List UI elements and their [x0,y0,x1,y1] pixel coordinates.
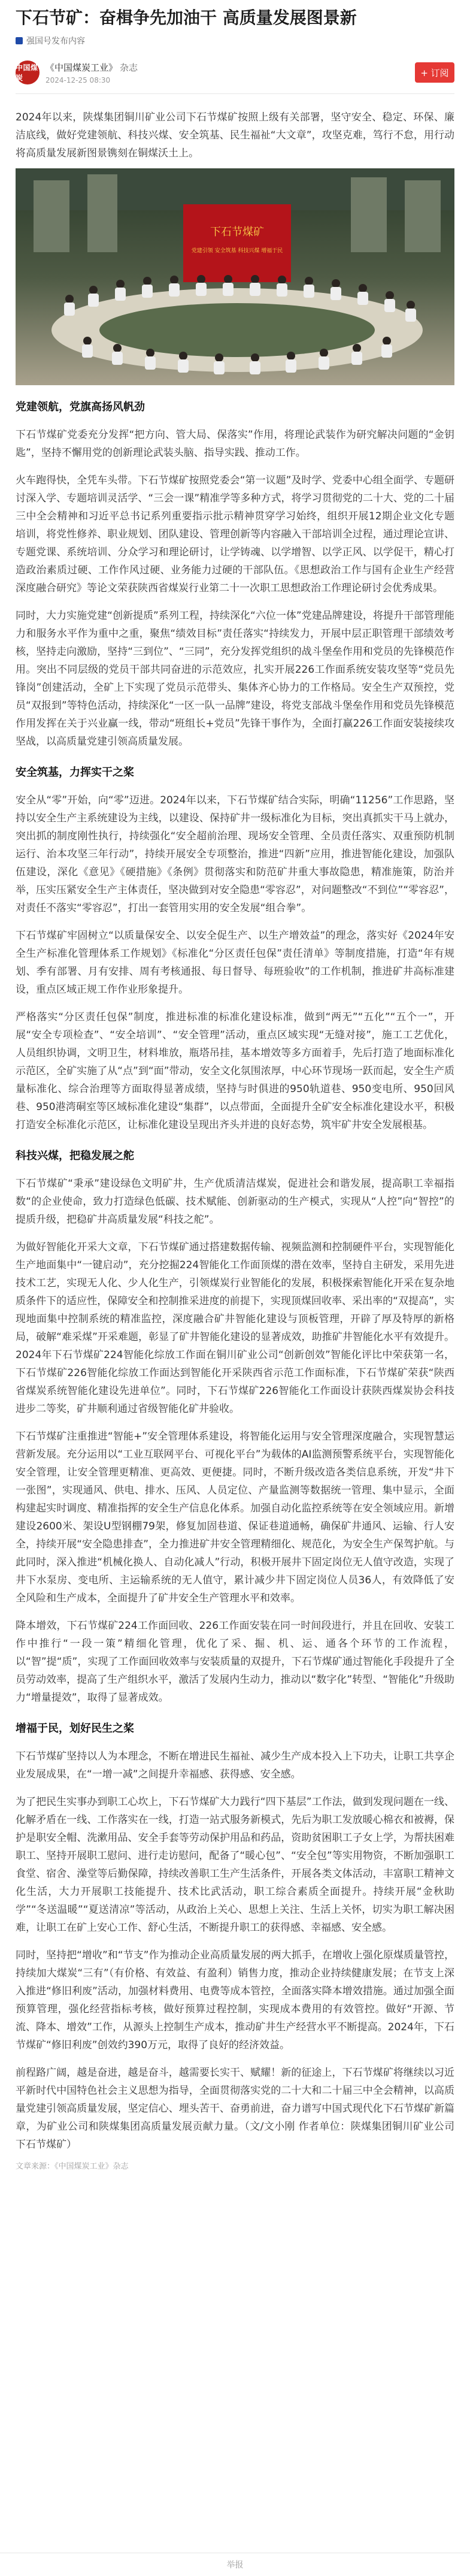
meeting-photo [16,168,454,385]
section-heading: 增福于民，划好民生之桨 [16,1722,134,1735]
paragraph: 同时，大力实施党建“创新提质”系列工程，持续深化“六位一体”党建品牌建设，将提升干部管理能力和服务水平作为重中之重，聚焦“绩效目标”责任落实“持续发力，开展中层正职管理干部绩效考核，坚持走向激励，坚持“三到位”、“三同”，充分发挥党组织的战斗堡垒作用和党员的先锋模范作用。突出不同层级的党员干部共同奋进的示范效应，扎实开展226工作面系统安装攻坚等“党员先锋岗”创建活动，全矿上下实现了党员示范带头、集体齐心协力的工作格局。安全生产双预控，党员“双报到”等特色活动，持续深化“一区一队一品牌”建设，将党支部战斗堡垒作用和党员先锋模范作用发挥在关于兴业赢一线，带动“班组长+党员”先锋干事作为，全面打赢226工作面安装接续攻坚战，以高质量党建引领高质量发展。 [16,610,454,748]
paragraph: 火车跑得快，全凭车头带。下石节煤矿按照党委会“第一议题”及时学、党委中心组全面学、专题研讨深入学、专题培训灵活学、“三会一课”精准学等多种方式，将学习贯彻党的二十大、党的二十届三中全会精神和习近平总书记系列重要指示批示精神贯穿学习始终，组织开展12期企业文化专题培训，将党性修养、职业规划、团队建设、管理创新等内容融入干部培训全过程，通过理论宣讲、专题党课、系统培训、分众学习和理论研讨，让学铸魂、以学增智、以学正风、以学促干，精心打造政治素质过硬、工作作风过硬、业务能力过硬的干部队伍。《思想政治工作与国有企业生产经营深度融合研究》等论文荣获陕西省煤炭行业第二十一次职工思想政治工作理论研讨会优秀成果。 [16,474,454,594]
paragraph: 为了把民生实事办到职工心坎上，下石节煤矿大力践行“四下基层”工作法，做到发现问题在一线、化解矛盾在一线、工作落实在一线，打造一站式服务新模式，先后为职工发放暖心棉衣和被褥，保护是职安全帽、洗漱用品、安全手套等劳动保护用品和药品，资助贫困职工子女上学，为帮扶困难职工、坚持开展职工慰问、进行走访慰问，配备了“暖心包”、“安全包”等实用物资，不断加强职工食堂、宿舍、澡堂等后勤保障，持续改善职工生产生活条件，开展各类文体活动，丰富职工精神文化生活，大力开展职工技能提升、技术比武活动，职工综合素质全面提升。持续开展“金秋助学”“冬送温暖”“夏送清凉”等活动，从政治上关心、思想上关注、生活上关怀，切实为职工解决困难，让职工在矿上安心工作、舒心生活，不断提升职工的获得感、幸福感、安全感。 [16,1796,454,1934]
paragraph: 安全从“零”开始，向“零”迈进。2024年以来，下石节煤矿结合实际，明确“11256”工作思路，坚持以安全生产主系统建设为主线，以建设、保持矿井一级标准化为目标，突出真抓实干马上就办，突出抓的制度刚性执行，持续强化“安全超前治理、现场安全管理、全员责任落实、双重预防机制运行、治本攻坚三年行动”，持续开展安全专项整治，推进“四新”应用，推进智能化建设，加强队伍建设，深化《意见》《硬措施》《条例》贯彻落实和防范矿井重大事故隐患，精准施策，防治并举，压实压紧安全生产主体责任，坚决做到对安全隐患“零容忍”，对问题整改“不到位”“零容忍”，对责任不落实“零容忍”，打出一套管用实用的安全发展“组合拳”。 [16,794,454,914]
divider [16,93,454,94]
report-bar[interactable] [0,2553,470,2576]
original-label: 强国号发布内容 [26,37,85,46]
author-bar [16,53,454,92]
paragraph: 下石节煤矿“秉承”建设绿色文明矿井，生产优质清洁煤炭，促进社会和谐发展，提高职工幸福指数“的企业使命，致力打造绿色低碳、技术赋能、创新驱动的生产模式，实现从“人控”向“智控”的提质升级，把稳矿井高质量发展“科技之舵”。 [16,1178,454,1226]
photo-banner-title: 下石节煤矿 [210,226,264,238]
paragraph: 下石节煤矿坚持以人为本理念，不断在增进民生福祉、减少生产成本投入上下功夫，让职工共享企业发展成果，在“一增一减”之间提升幸福感、获得感、安全感。 [16,1750,454,1780]
paragraph: 下石节煤矿注重推进“智能+”安全管理体系建设，将智能化运用与安全管理深度融合，实现智慧运营新发展。充分运用以“工业互联网平台、可视化平台”为载体的AI监测预警系统平台，实现智能化安全管理，让安全管理更精准、更高效、更便捷。同时，不断升级改造各类信息系统，开发“井下一张图”，实现通风、供电、排水、压风、人员定位、产量监测等数据统一管理、集中显示，全面构建起实时调度、精准指挥的安全生产信息化体系。加强自动化监控系统等在安全领域应用。新增建设2600米、架设U型钢棚79架，修复加固巷道、保证巷道通畅，确保矿井通风、运输、行人安全，持续开展“安全隐患排查”，全力推进矿井安全管理精细化、规范化，为安全生产保驾护航。与此同时，深入推进“机械化换人、自动化减人”行动，积极开展井下固定岗位无人值守改造，实现了井下水泵房、变电所、主运输系统的无人值守，累计减少井下固定岗位人员36人，有效降低了安全风险和生产成本，全面提升了矿井安全生产管理水平和效率。 [16,1431,454,1604]
publish-time: 2024-12-25 08:30 [46,75,111,84]
subscribe-button[interactable]: + 订阅 [415,62,454,83]
section-heading: 科技兴煤，把稳发展之舵 [16,1150,134,1162]
paragraph: 下石节煤矿党委充分发挥“把方向、管大局、保落实”作用，将理论武装作为研究解决问题的“金钥匙”，坚持不懈用党的创新理论武装头脑、指导实践、推动工作。 [16,429,454,459]
paragraph: 严格落实“分区责任包保”制度，推进标准的标准化建设标准，做到“两无”“五化”“五个一”，开展“安全专项检查”、“安全培训”、“安全管理”活动，重点区域实现“无缝对接”，施工工艺优化，人员组织协调，文明卫生，材料堆放，瓶塔吊挂，基本增效等多方面着手，先后打造了地面标准化示范区，全矿实施了从“点”到“面”带动，安全文化氛围浓厚，中心环节现场一跃而起，安全生产质量标准化、综合治理等方面取得显著成绩，坚持与时俱进的950轨道巷、950变电所、950回风巷、950港湾硐室等区域标准化建设“集群”，以点带面，全面提升全矿安全标准化建设水平，积极打造安全标准化示范区，让标准化建设呈现出齐头并进的良好态势，筑牢矿井安全发展根基。 [16,1011,454,1131]
author-tag: 杂志 [120,62,138,73]
avatar[interactable]: 中国煤炭 [16,61,40,84]
paragraph: 2024年以来，陕煤集团铜川矿业公司下石节煤矿按照上级有关部署，坚守安全、稳定、环保、廉洁底线，做好党建领航、科技兴煤、安全筑基、民生福祉“大文章”，攻坚克难，笃行不怠，用行动将高质量发展新图景镌刻在铜煤沃土上。 [16,111,454,159]
article-source: 文章来源：《中国煤炭工业》杂志 [16,2162,129,2171]
article-title: 下石节矿：奋楫争先加油干 高质量发展图景新 [16,8,357,28]
paragraph: 下石节煤矿牢固树立“以质量保安全、以安全促生产、以生产增效益”的理念，落实好《2024年安全生产标准化管理体系工作规划》《标准化“分区责任包保”责任清单》等制度措施，打造“年有规划、季有部署、月有安排、周有考核通报、每日督导、每班验收”的工作机制，推进矿井高标准建设，重点区域正规工作作业形象提升。 [16,930,454,996]
original-icon [16,37,23,44]
original-badge [16,34,454,48]
author-name[interactable]: 《中国煤炭工业》 [46,62,118,73]
section-heading: 党建领航，党旗高扬风帆劲 [16,401,145,413]
photo-banner-subtitle: 党建引领 安全筑基 科技兴煤 增福于民 [191,248,283,254]
paragraph: 前程路广阔，越是奋进，越是奋斗，越需要长实干、赋耀！新的征途上，下石节煤矿将继续以习近平新时代中国特色社会主义思想为指导，全面贯彻落实党的二十大和二十届三中全会精神，以高质量党建引领高质量发展，坚定信心、埋头苦干、奋勇前进，奋力谱写中国式现代化下石节煤矿新篇章，为矿业公司和陕煤集团高质量发展贡献力量。（文/文小刚 作者单位：陕煤集团铜川矿业公司下石节煤矿） [16,2067,454,2151]
section-heading: 安全筑基，力挥实干之桨 [16,766,134,779]
report-link[interactable]: 举报 [226,2560,244,2570]
paragraph: 同时，坚持把“增收”和“节支”作为推动企业高质量发展的两大抓手，在增收上强化原煤质量管控，持续加大煤炭“三有”（有价格、有效益、有盈利）销售力度，推动企业持续健康发展；在节支上深入推进“修旧利废”活动，加强材料费用、电费等成本管控，全面落实降本增效措施。通过加强全面预算管理，强化经营指标考核，做好预算过程控制，实现成本费用的有效管控。做好“开源、节流、降本、增效”工作，从源头上控制生产成本，推动矿井生产经营水平不断提高。2024年，下石节煤矿“修旧利废”创效约390万元，取得了良好的经济效益。 [16,1949,454,2051]
paragraph: 降本增效，下石节煤矿224工作面回收、226工作面安装在同一时间段进行，并且在回收、安装工作中推行“一段一策”精细化管理，优化了采、掘、机、运、通各个环节的工作流程，以“智”提“质”，实现了工作面回收效率与安装质量的双提升，下石节煤矿通过智能化手段提升了全员劳动效率，提高了生产组织水平，激活了发展内生动力，推动以“数字化”转型、“智能化”升级助力“增量提效”，取得了显著成效。 [16,1620,454,1704]
article-body [16,108,454,2154]
paragraph: 为做好智能化开采大文章，下石节煤矿通过搭建数据传输、视频监测和控制硬件平台，实现智能化生产地面集中“一键启动”，充分挖掘224智能化工作面顶煤的潜在效率，坚持自主研发，采用先进技术工艺，实现无人化、少人化生产，引领煤炭行业智能化的发展，积极探索智能化开采在复杂地质条件下的适应性，保障安全和控制推采进度的前提下，实现顶煤回收率、采出率的“双提高”，实现地面集中控制系统的精准监控，深度融合矿井智能化建设与顶板管理，开辟了厚及特厚的新格局，破解“难采煤”开采难题，彰显了矿井智能化建设的显著成效，助推矿井智能化水平有效提升。2024年下石节煤矿224智能化综放工作面在铜川矿业公司“创新创效”智能化评比中荣获第一名，下石节煤矿226智能化综放工作面达到智能化开采陕西省示范工作面标准，下石节煤矿荣获“陕西省煤炭系统智能化建设先进单位”。同时，下石节煤矿226智能化工作面设计获陕西煤炭协会科技进步二等奖，矿井顺利通过省级智能化矿井验收。 [16,1241,454,1415]
author-meta [46,61,415,84]
